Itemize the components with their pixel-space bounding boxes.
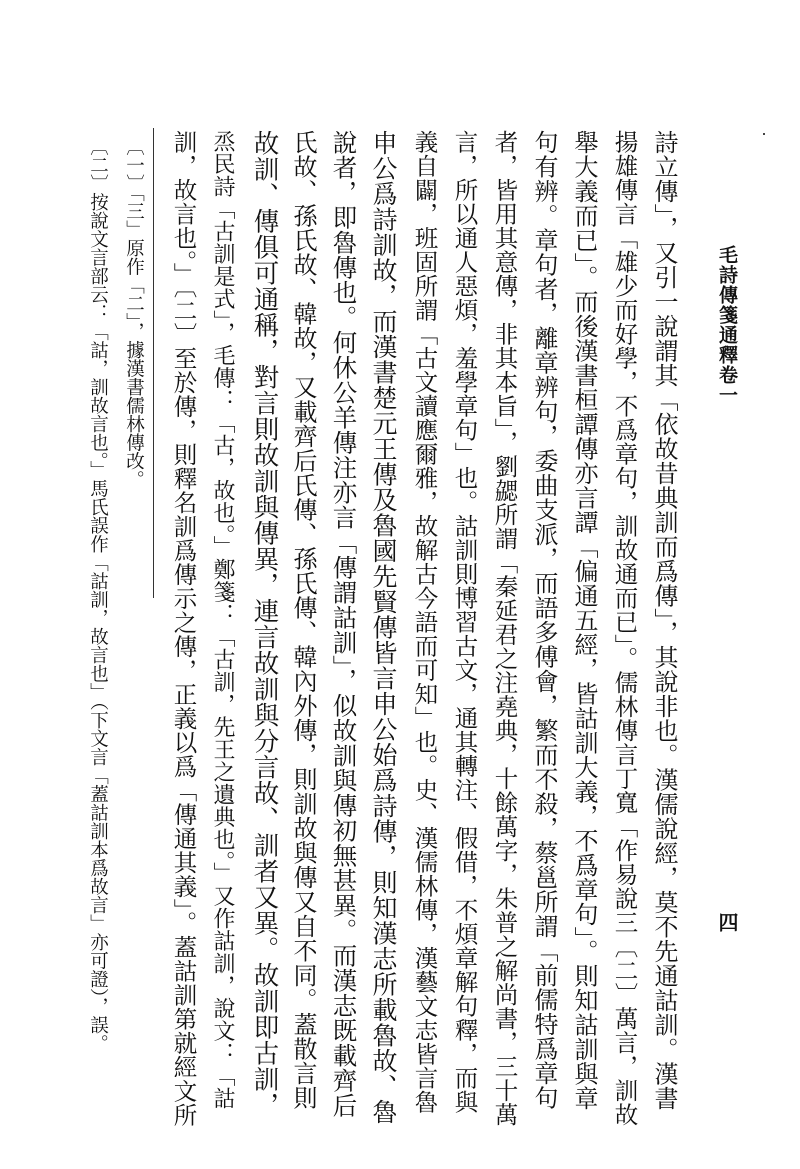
ink-speck (763, 133, 765, 135)
body-column-8: 申公爲詩訓故，而漢書楚元王傳及魯國先賢傳皆言申公始爲詩傳，則知漢志所載魯故、魯 (369, 130, 398, 1125)
body-column-7: 義自闢，班固所謂「古文讀應爾雅，故解古今語而可知」也。史、漢儒林傳，漢藝文志皆言魯 (410, 130, 439, 1114)
footnote-divider (153, 128, 154, 598)
body-column-4: 句有辨。章句者，離章辨句，委曲支派，而語多傅會，繁而不殺，蔡邕所謂「前儒特爲章句 (530, 130, 558, 1110)
body-column-13: 訓，故言也。」〔二〕至於傳，則釋名訓爲傳示之傳，正義以爲「傳通其義」。蓋詁訓第就經文所 (169, 130, 198, 1127)
body-column-5: 者，皆用其意傳，非其本旨」，劉勰所謂「秦延君之注堯典，十餘萬字，朱普之解尚書，三十萬 (490, 130, 519, 1127)
body-column-11: 故訓、傳俱可通稱，對言則故訓與傳異，連言故訓與分言故、訓者又異。故訓即古訓， (249, 130, 280, 1118)
running-header-title: 毛詩傳箋通釋卷一 (716, 245, 738, 405)
footnote-2: 〔二〕按說文言部云：「詁，訓故言也。」馬氏誤作「詁訓，故言也」（下文言「蓋詁訓本爲故言」亦可證），誤。 (87, 137, 109, 1053)
body-column-9: 說者，即魯傳也。何休公羊傳注亦言「傳謂詁訓」，似故訓與傳初無甚異。而漢志既載齊后 (329, 130, 359, 1118)
body-column-6: 言，所以通人惡煩，羞學章句」也。詁訓則博習古文，通其轉注、假借，不煩章解句釋，而與 (450, 130, 479, 1114)
body-column-1: 詩立傳」，又引一說謂其「依故昔典訓而爲傳」，其說非也。漢儒說經，莫不先通詁訓。漢書 (650, 130, 678, 1111)
body-column-2: 揚雄傳言「雄少而好學，不爲章句，訓故通而已」。儒林傳言丁寬「作易說三〔二〕萬言，訓故 (610, 130, 639, 1127)
body-column-3: 舉大義而已」。而後漢書桓譚傳亦言譚「偏通五經，皆詁訓大義，不爲章句」。則知詁訓與章 (570, 130, 598, 1111)
body-column-10: 氏故、孫氏故、韓故，又載齊后氏傳、孫氏傳、韓內外傳，則訓故與傳又自不同。蓋散言則 (289, 130, 317, 1110)
body-column-12: 烝民詩「古訓是式」，毛傳：「古，故也。」鄭箋：「古訓，先王之遺典也。」又作詁訓，說文：「詁 (210, 130, 235, 1110)
page-number: 四 (715, 912, 739, 932)
footnote-1: 〔一〕「三」原作「二」，據漢書儒林傳改。 (123, 137, 145, 489)
